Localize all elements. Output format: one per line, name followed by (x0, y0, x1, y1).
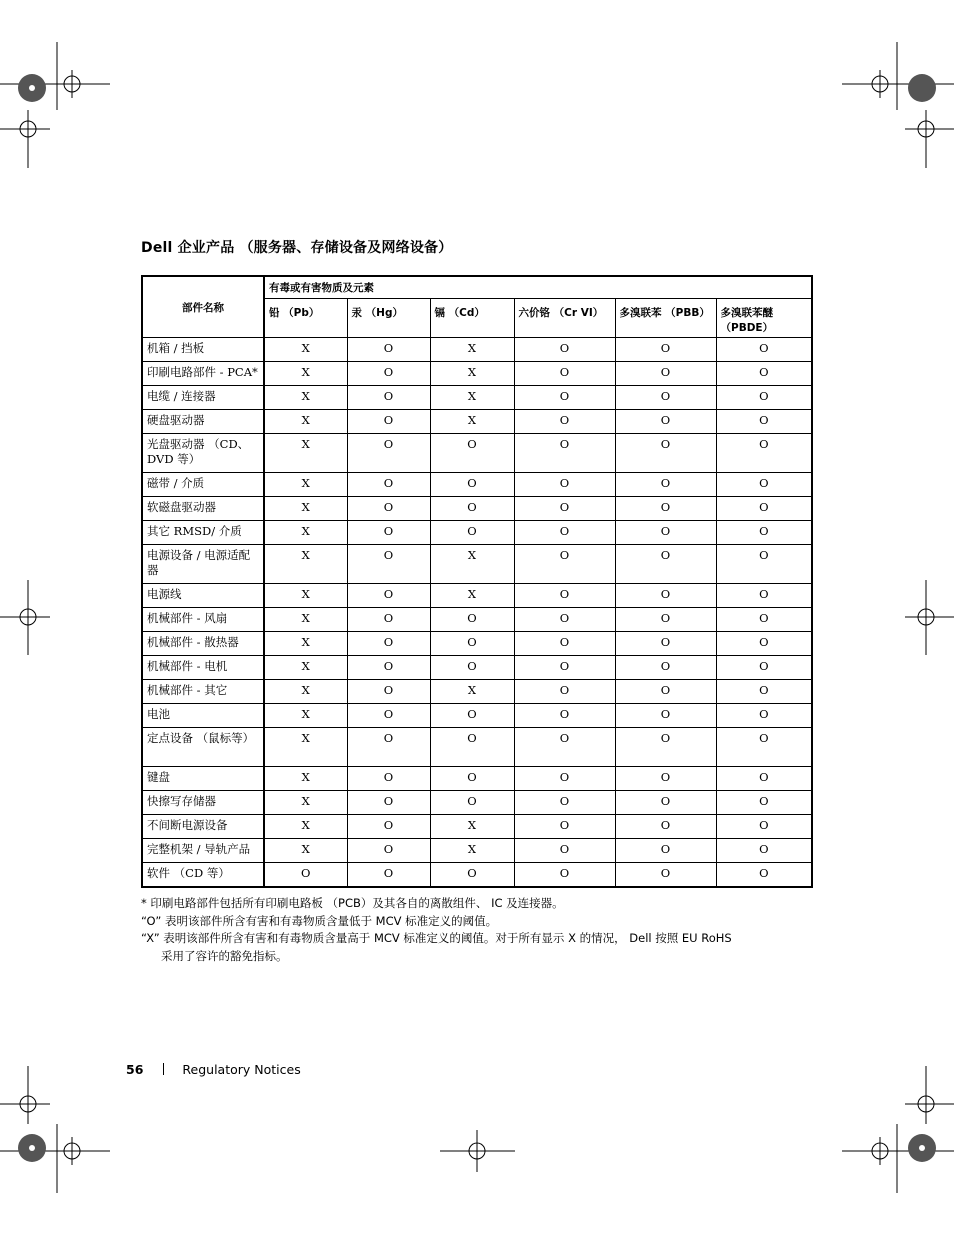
substance-value-cell: O (264, 863, 347, 888)
substance-value-cell: O (716, 410, 812, 434)
substance-value-cell: O (514, 608, 615, 632)
part-name-cell: 机械部件 - 其它 (142, 680, 264, 704)
substance-value-cell: O (430, 473, 514, 497)
substance-value-cell: O (514, 584, 615, 608)
substance-value-cell: O (347, 863, 430, 888)
substance-value-cell: O (347, 362, 430, 386)
substance-value-cell: O (716, 545, 812, 584)
substance-value-cell: O (716, 632, 812, 656)
page-footer (126, 1062, 301, 1077)
table-row (142, 473, 812, 497)
table-row (142, 410, 812, 434)
substance-value-cell: O (716, 656, 812, 680)
substance-value-cell: O (514, 434, 615, 473)
substance-value-cell: X (430, 680, 514, 704)
footnote-x-continued: 采用了容许的豁免指标。 (161, 948, 288, 963)
substance-value-cell: X (264, 386, 347, 410)
substance-value-cell: O (430, 521, 514, 545)
substance-group-header: 有毒或有害物质及元素 (264, 276, 812, 299)
part-name-cell: 电源设备 / 电源适配器 (142, 545, 264, 584)
column-header: 镉 （Cd） (430, 299, 514, 338)
substance-value-cell: X (264, 704, 347, 728)
substance-value-cell: O (615, 521, 716, 545)
part-name-cell: 硬盘驱动器 (142, 410, 264, 434)
substance-value-cell: O (430, 497, 514, 521)
part-name-cell: 电缆 / 连接器 (142, 386, 264, 410)
table-row (142, 656, 812, 680)
substance-value-cell: O (514, 338, 615, 362)
part-name-cell: 键盘 (142, 767, 264, 791)
substance-value-cell: X (264, 608, 347, 632)
substance-value-cell: O (615, 704, 716, 728)
substance-value-cell: O (716, 434, 812, 473)
substance-value-cell: O (716, 728, 812, 767)
substance-value-cell: O (615, 863, 716, 888)
substance-value-cell: O (716, 680, 812, 704)
substance-value-cell: O (430, 863, 514, 888)
table-row (142, 584, 812, 608)
substance-value-cell: O (347, 386, 430, 410)
part-name-header: 部件名称 (142, 276, 264, 338)
part-name-cell: 磁带 / 介质 (142, 473, 264, 497)
substance-value-cell: X (430, 545, 514, 584)
substance-value-cell: O (716, 608, 812, 632)
table-row (142, 863, 812, 888)
table-row (142, 704, 812, 728)
part-name-cell: 电源线 (142, 584, 264, 608)
footnote-o: “O” 表明该部件所含有害和有毒物质含量低于 MCV 标准定义的阈值。 (141, 913, 498, 928)
substance-value-cell: X (264, 632, 347, 656)
part-name-cell: 软磁盘驱动器 (142, 497, 264, 521)
substance-value-cell: O (716, 584, 812, 608)
substance-value-cell: X (264, 767, 347, 791)
substance-value-cell: O (347, 521, 430, 545)
table-row (142, 791, 812, 815)
table-row (142, 386, 812, 410)
substance-value-cell: O (430, 767, 514, 791)
substance-value-cell: X (264, 680, 347, 704)
substance-value-cell: O (347, 767, 430, 791)
footnote-x: “X” 表明该部件所含有害和有毒物质含量高于 MCV 标准定义的阈值。对于所有显示 X 的情况， Dell 按照 EU RoHS (141, 931, 732, 945)
substance-value-cell: O (615, 608, 716, 632)
substance-value-cell: O (716, 704, 812, 728)
substance-value-cell: O (430, 791, 514, 815)
substance-value-cell: O (716, 362, 812, 386)
substance-value-cell: O (615, 410, 716, 434)
substance-value-cell: X (264, 791, 347, 815)
substance-value-cell: X (430, 584, 514, 608)
part-name-cell: 定点设备 （鼠标等） (142, 728, 264, 767)
substance-value-cell: X (430, 839, 514, 863)
part-name-cell: 机械部件 - 风扇 (142, 608, 264, 632)
substance-value-cell: O (615, 680, 716, 704)
substance-value-cell: O (347, 608, 430, 632)
substance-value-cell: X (264, 815, 347, 839)
substance-value-cell: O (514, 473, 615, 497)
footer-section: Regulatory Notices (182, 1062, 301, 1077)
substance-value-cell: O (347, 791, 430, 815)
substance-value-cell: O (514, 545, 615, 584)
table-row (142, 608, 812, 632)
table-row (142, 728, 812, 767)
substance-value-cell: O (716, 767, 812, 791)
substance-value-cell: O (615, 386, 716, 410)
substance-value-cell: O (615, 497, 716, 521)
substance-value-cell: O (347, 656, 430, 680)
substance-value-cell: O (514, 680, 615, 704)
substance-value-cell: O (514, 386, 615, 410)
part-name-cell: 机械部件 - 散热器 (142, 632, 264, 656)
substance-value-cell: O (430, 632, 514, 656)
substance-value-cell: O (347, 632, 430, 656)
substance-value-cell: O (615, 473, 716, 497)
footnote-pca: * 印刷电路部件包括所有印刷电路板 （PCB）及其各自的离散组件、 IC 及连接器。 (141, 896, 564, 910)
substance-value-cell: O (514, 839, 615, 863)
substance-value-cell: O (347, 497, 430, 521)
substance-value-cell: O (615, 728, 716, 767)
substance-value-cell: O (347, 815, 430, 839)
substance-value-cell: O (514, 497, 615, 521)
substance-value-cell: O (615, 839, 716, 863)
substance-value-cell: O (347, 473, 430, 497)
table-row (142, 680, 812, 704)
substance-value-cell: O (514, 767, 615, 791)
substance-value-cell: X (264, 728, 347, 767)
substance-value-cell: O (615, 434, 716, 473)
section-title: Dell 企业产品 （服务器、存储设备及网络设备） (141, 240, 453, 256)
substance-value-cell: O (716, 839, 812, 863)
part-name-cell: 软件 （CD 等） (142, 863, 264, 888)
substance-value-cell: X (430, 386, 514, 410)
substance-value-cell: O (716, 338, 812, 362)
column-header: 多溴联苯醚 （PBDE） (716, 299, 812, 338)
part-name-cell: 其它 RMSD/ 介质 (142, 521, 264, 545)
substance-value-cell: O (514, 791, 615, 815)
substance-value-cell: O (514, 632, 615, 656)
substance-value-cell: O (347, 545, 430, 584)
substance-value-cell: O (514, 704, 615, 728)
substance-value-cell: O (716, 791, 812, 815)
table-row (142, 338, 812, 362)
substance-value-cell: O (430, 728, 514, 767)
part-name-cell: 电池 (142, 704, 264, 728)
substance-value-cell: O (615, 632, 716, 656)
substance-value-cell: O (514, 863, 615, 888)
substance-value-cell: O (716, 521, 812, 545)
table-row (142, 632, 812, 656)
substance-value-cell: O (347, 338, 430, 362)
substance-value-cell: O (514, 521, 615, 545)
substance-value-cell: O (716, 863, 812, 888)
substance-value-cell: O (430, 656, 514, 680)
substance-value-cell: O (716, 386, 812, 410)
substance-value-cell: O (514, 728, 615, 767)
part-name-cell: 快擦写存储器 (142, 791, 264, 815)
table-row (142, 545, 812, 584)
substance-value-cell: O (615, 545, 716, 584)
substance-value-cell: O (716, 497, 812, 521)
rohs-substance-table (141, 275, 813, 888)
table-row (142, 815, 812, 839)
table-row (142, 521, 812, 545)
table-row (142, 839, 812, 863)
part-name-cell: 机械部件 - 电机 (142, 656, 264, 680)
footnotes (141, 895, 821, 965)
substance-value-cell: X (430, 815, 514, 839)
substance-value-cell: O (615, 815, 716, 839)
substance-value-cell: O (615, 338, 716, 362)
substance-value-cell: O (347, 584, 430, 608)
substance-value-cell: O (347, 410, 430, 434)
substance-value-cell: X (264, 338, 347, 362)
table-row (142, 767, 812, 791)
column-header: 六价铬 （Cr VI） (514, 299, 615, 338)
column-header: 汞 （Hg） (347, 299, 430, 338)
substance-value-cell: X (264, 521, 347, 545)
substance-value-cell: O (514, 815, 615, 839)
substance-value-cell: X (430, 362, 514, 386)
substance-value-cell: X (264, 497, 347, 521)
substance-value-cell: O (615, 767, 716, 791)
column-header: 铅 （Pb） (264, 299, 347, 338)
substance-value-cell: X (264, 545, 347, 584)
substance-value-cell: X (264, 410, 347, 434)
substance-value-cell: X (264, 434, 347, 473)
part-name-cell: 完整机架 / 导轨产品 (142, 839, 264, 863)
substance-value-cell: O (347, 434, 430, 473)
substance-value-cell: O (430, 704, 514, 728)
part-name-cell: 印刷电路部件 - PCA* (142, 362, 264, 386)
substance-value-cell: O (430, 608, 514, 632)
table-row (142, 434, 812, 473)
column-header: 多溴联苯 （PBB） (615, 299, 716, 338)
substance-value-cell: X (264, 584, 347, 608)
substance-value-cell: O (716, 473, 812, 497)
substance-value-cell: O (615, 584, 716, 608)
substance-value-cell: O (347, 728, 430, 767)
substance-value-cell: O (615, 791, 716, 815)
substance-value-cell: O (514, 362, 615, 386)
substance-value-cell: X (264, 362, 347, 386)
substance-value-cell: X (430, 338, 514, 362)
substance-value-cell: O (615, 362, 716, 386)
table-row (142, 362, 812, 386)
substance-value-cell: O (716, 815, 812, 839)
part-name-cell: 机箱 / 挡板 (142, 338, 264, 362)
substance-value-cell: X (430, 410, 514, 434)
substance-value-cell: O (347, 704, 430, 728)
substance-value-cell: O (514, 410, 615, 434)
substance-value-cell: O (514, 656, 615, 680)
substance-value-cell: O (615, 656, 716, 680)
part-name-cell: 不间断电源设备 (142, 815, 264, 839)
footer-divider (163, 1063, 164, 1075)
substance-value-cell: O (430, 434, 514, 473)
substance-value-cell: O (347, 680, 430, 704)
substance-value-cell: X (264, 839, 347, 863)
substance-value-cell: X (264, 473, 347, 497)
page-number: 56 (126, 1062, 144, 1077)
substance-value-cell: O (347, 839, 430, 863)
part-name-cell: 光盘驱动器 （CD、 DVD 等） (142, 434, 264, 473)
table-row (142, 497, 812, 521)
substance-value-cell: X (264, 656, 347, 680)
